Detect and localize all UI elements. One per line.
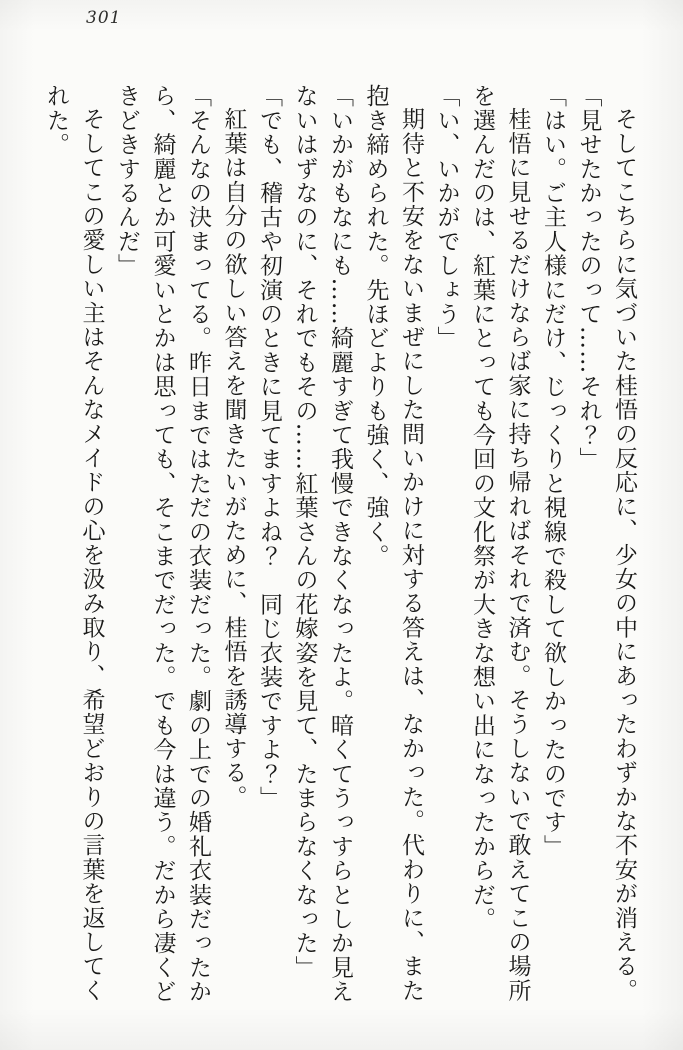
paragraph: 「いかがもなにも……綺麗すぎて我慢できなくなったよ。暗くてうっすらとしか見えないはずなのに、それでもその……紅葉さんの花嫁姿を見て、たまらなくなった」: [291, 84, 353, 1004]
paragraph: 「見せたかったのって……それ？」: [575, 84, 602, 472]
paragraph: 「でも、稽古や初演のときに見てますよね？ 同じ衣装ですよ？」: [256, 84, 282, 810]
paragraph: 「はい。ご主人様にだけ、じっくりと視線で殺して欲しかったのです」: [540, 84, 566, 859]
paragraph: そしてこちらに気づいた桂悟の反応に、少女の中にあったわずかな不安が消える。: [611, 107, 637, 1003]
text-body: [38, 84, 642, 1022]
page-number: 301: [86, 8, 122, 28]
paragraph: 「そんなの決まってる。昨日まではただの衣装だった。劇の上での婚礼衣装だったから、綺麗とか可愛いとかは思っても、そこまでだった。でも今は違う。だから凄くどきどきするんだ」: [114, 84, 211, 1004]
paragraph: 紅葉は自分の欲しい答えを聞きたいがために、桂悟を誘導する。: [220, 107, 247, 809]
paragraph: 「い、いかがでしょう」: [433, 84, 460, 351]
paragraph: 桂悟に見せるだけならば家に持ち帰ればそれで済む。そうしないで敢えてこの場所を選んだのは、紅葉にとっても今回の文化祭が大きな想い出になったからだ。: [469, 84, 531, 1003]
paragraph: 期待と不安をないまぜにした問いかけに対する答えは、なかった。代わりに、また抱き締められた。先ほどよりも強く、強く。: [362, 84, 424, 1003]
paragraph: そしてこの愛しい主はそんなメイドの心を汲み取り、希望どおりの言葉を返してくれた。: [43, 84, 105, 1003]
